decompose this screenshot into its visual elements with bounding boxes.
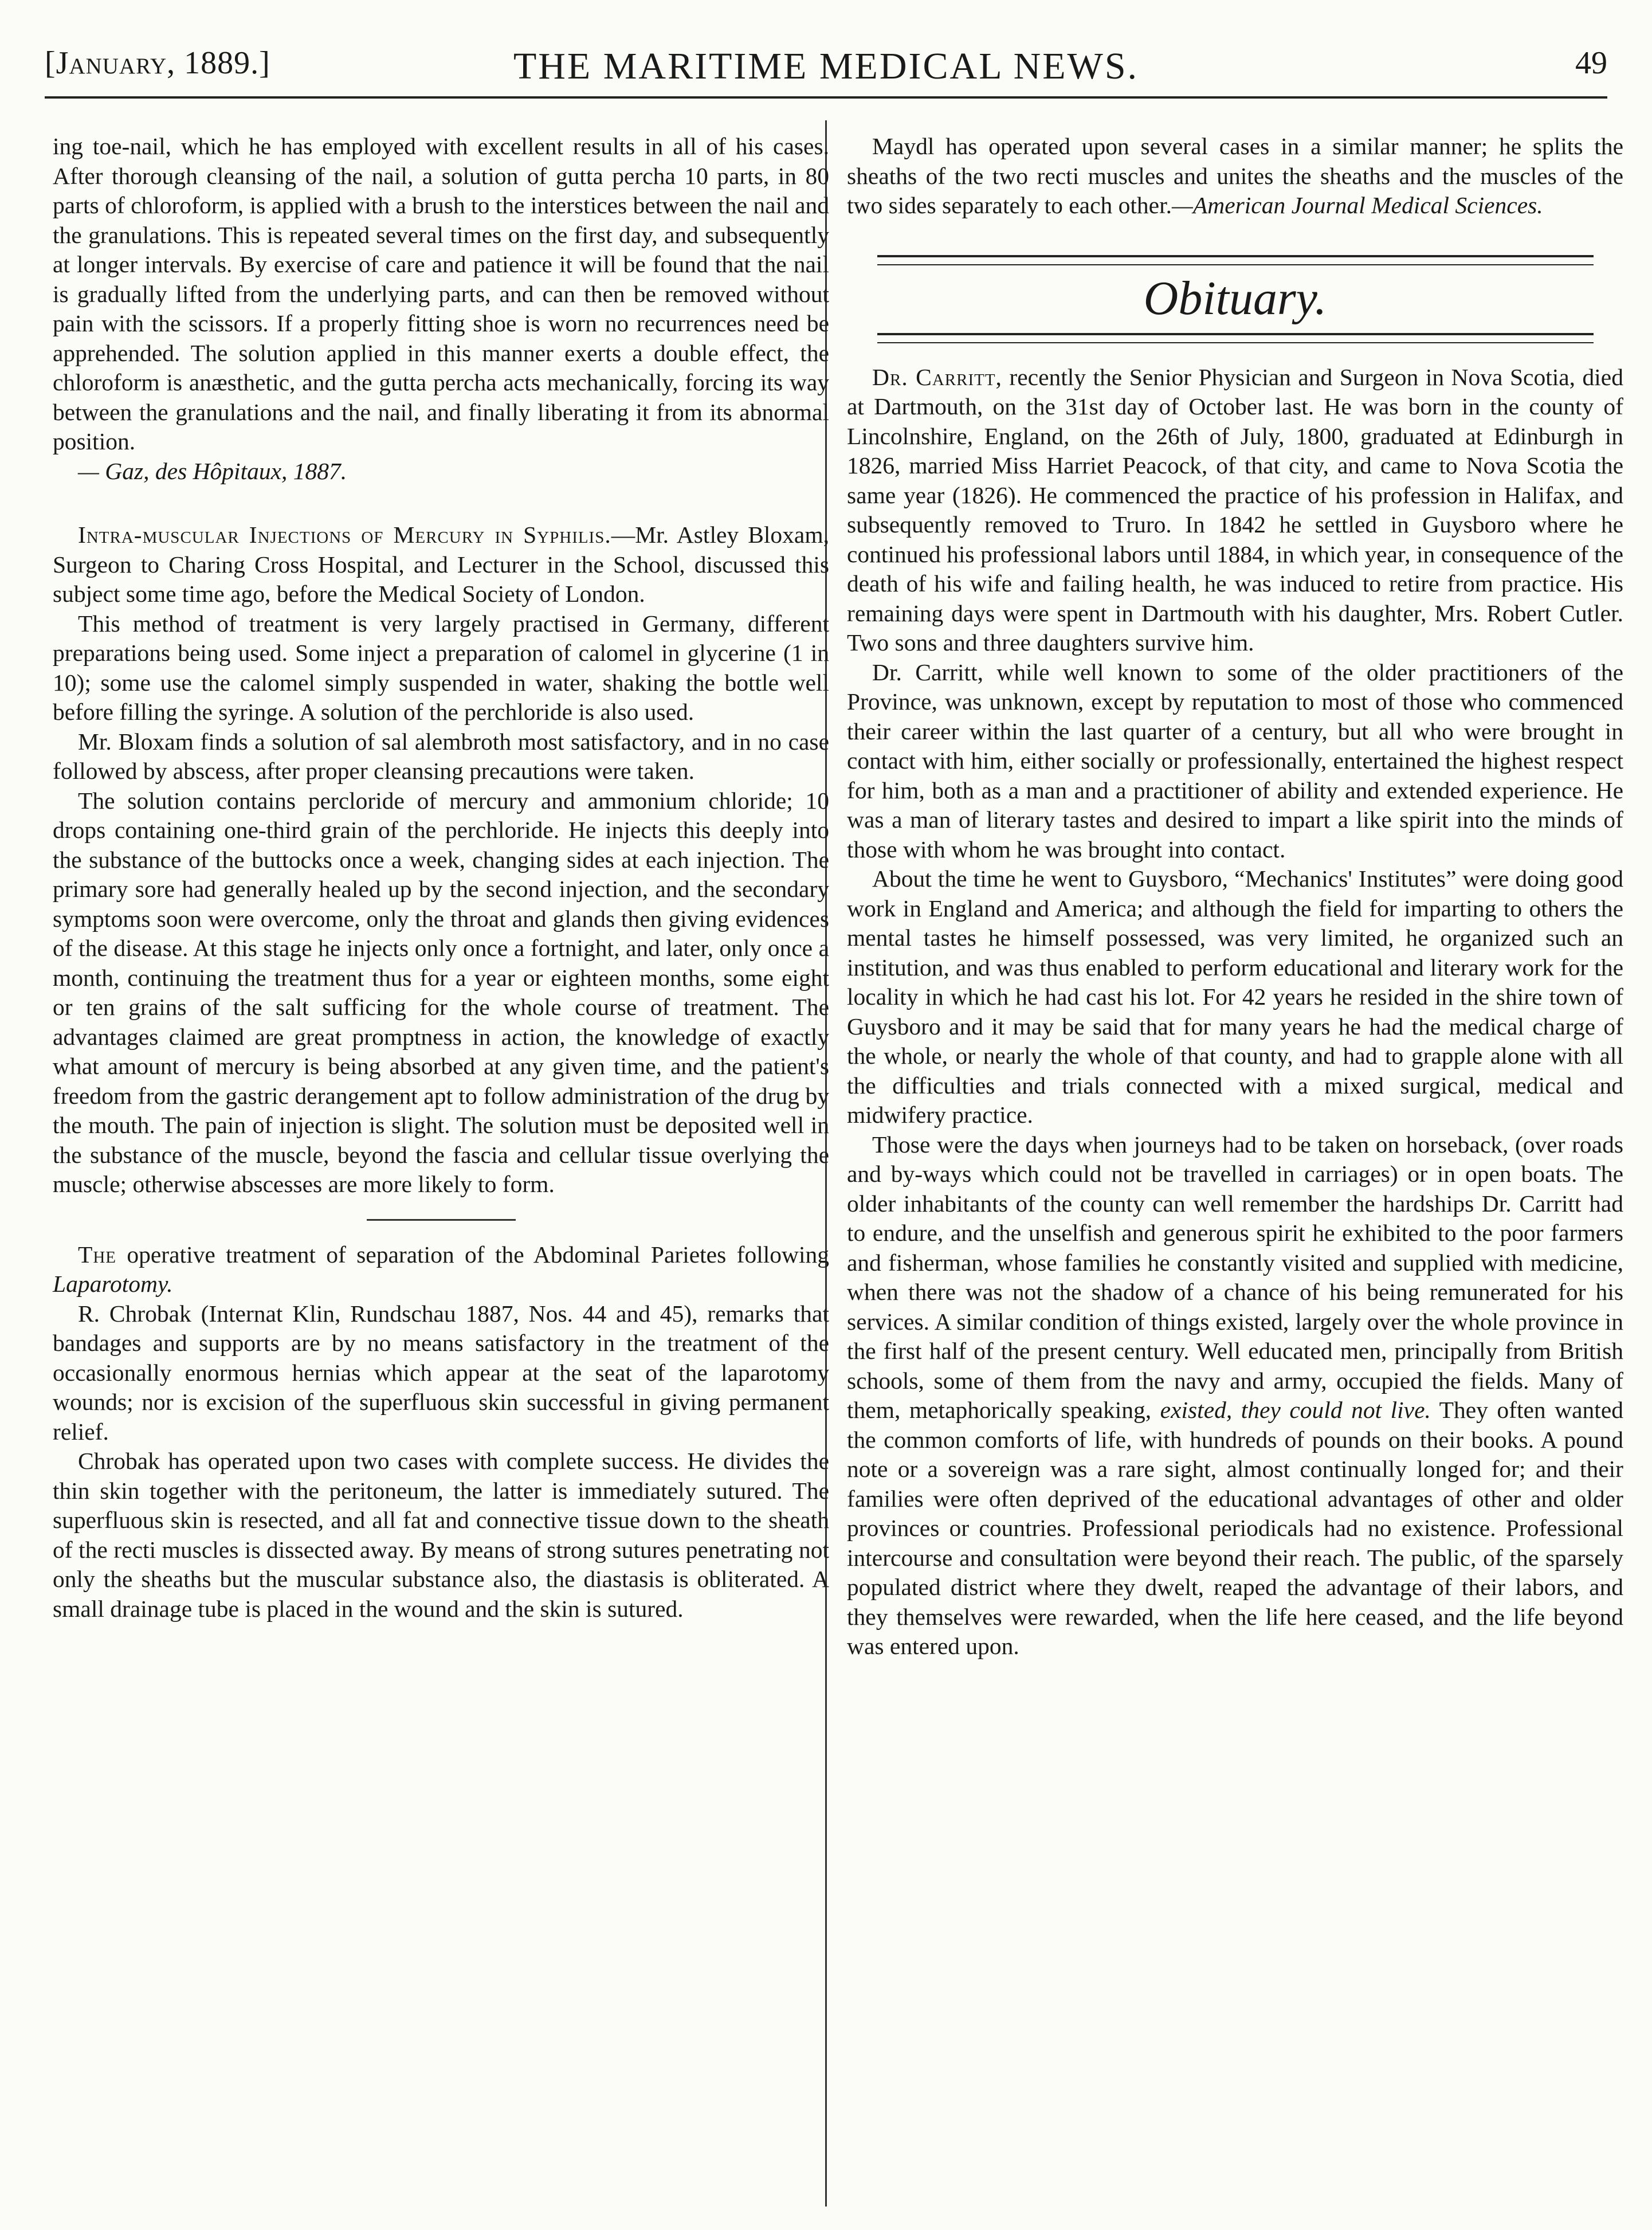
section-intro: —Mr. Astley Bloxam, Surgeon to Charing Cross Hospital, and Lecturer in the School, discussed this subject some time ago, before the Medical Society of London. bbox=[53, 522, 829, 607]
paragraph-text: operative treatment of separation of the Abdominal Parietes following bbox=[116, 1241, 829, 1268]
article-paragraph: This method of treatment is very largely practised in Germany, different preparations being used. Some inject a preparation of calomel in glycerine (1 in 10); some use the calomel simply suspended in water, shaking the bottle well before filling the syringe. A solution of the perchloride is also used. bbox=[53, 610, 829, 725]
paragraph-text: recently the Senior Physician and Surgeon in Nova Scotia, died at Dartmouth, on the 31st day of October last. He was born in the county of Lincolnshire, England, on the 26th of July, 1800, graduated at Edinburgh in 1826, married Miss Harriet Peacock, of that city, and came to Nova Scotia the same year (1826). He commenced the practice of his profession in Halifax, and subsequently removed to Truro. In 1842 he settled in Guysboro where he continued his professional labors until 1884, in which year, in consequence of the death of his wife and failing health, he was induced to retire from practice. His remaining days were spent in Dartmouth with his daughter, Mrs. Robert Cutler. Two sons and three daughters survive him. bbox=[847, 363, 1623, 656]
paragraph-text: They often wanted the common comforts of life, with hundreds of pounds on their books. A pound note or a sovereign was a rare sight, almost continually longed for; and their families were often deprived of the educational advantages of other and older provinces or countries. Professional periodicals had no existence. Professional intercourse and consultation were beyond their reach. The public, of the sparsely populated district where they dwelt, reaped the advantage of their labors, and they themselves were rewarded, when the life here ceased, and the life beyond was entered upon. bbox=[847, 1397, 1623, 1659]
header-date: [January, 1889.] bbox=[45, 45, 270, 81]
article-paragraph: About the time he went to Guysboro, “Mechanics' Institutes” were doing good work in England and America; and although the field for imparting to others the mental tastes he himself possessed, was very limited, he organized such an institution, and was thus enabled to perform educational and literary work for the locality in which he had cast his lot. For 42 years he resided in the shire town of Guysboro and it may be said that for many years he had the medical charge of the whole, or nearly the whole of that county, and had to grapple alone with all the difficulties and trials connected with a mixed surgical, medical and midwifery practice. bbox=[847, 865, 1623, 1128]
article-paragraph: R. Chrobak (Internat Klin, Rundschau 1887, Nos. 44 and 45), remarks that bandages and supports are by no means satisfactory in the treatment of the occasionally enormous hernias which appear at the seat of the laparotomy wounds; nor is excision of the superfluous skin successful in giving permanent relief. bbox=[53, 1300, 829, 1445]
article-paragraph bbox=[847, 363, 1623, 658]
page-number: 49 bbox=[1575, 45, 1607, 81]
lead-word: The bbox=[78, 1241, 117, 1268]
article-paragraph bbox=[847, 132, 1623, 221]
italic-term: Laparotomy. bbox=[53, 1271, 173, 1297]
article-paragraph: Dr. Carritt, while well known to some of the older practitioners of the Province, was unknown, except by reputation to most of those who commenced their career within the last quarter of a century, but all who were brought in contact with him, either socially or professionally, entertained the highest respect for him, both as a man and a practitioner of ability and extended experience. He was a man of literary tastes and desired to impart a like spirit into the minds of those with whom he was brought into contact. bbox=[847, 659, 1623, 863]
article-paragraph bbox=[847, 1130, 1623, 1661]
article-source: — Gaz, des Hôpitaux, 1887. bbox=[78, 457, 347, 484]
article-paragraph: The solution contains percloride of mercury and ammonium chloride; 10 drops containing one-third grain of the perchloride. He injects this deeply into the substance of the buttocks once a week, changing sides at each injection. The primary sore had generally healed up by the second injection, and the secondary symptoms soon were overcome, only the throat and glands then giving evidences of the disease. At this stage he injects only once a fortnight, and later, only once a month, continuing the treatment thus for a year or eighteen months, some eight or ten grains of the salt sufficing for the whole course of treatment. The advantages claimed are great promptness in action, the knowledge of exactly what amount of mercury is being absorbed at any given time, and the patient's freedom from the gastric derangement apt to follow administration of the drug by the mouth. The pain of injection is slight. The solution must be deposited well in the substance of the muscle, beyond the fascia and cellular tissue overlying the muscle; otherwise abscesses are more likely to form. bbox=[53, 787, 829, 1197]
running-header bbox=[45, 45, 1607, 99]
article-paragraph: Chrobak has operated upon two cases with complete success. He divides the thin skin together with the peritoneum, the latter is immediately sutured. The superfluous skin is resected, and all fat and connective tissue down to the sheath of the recti muscles is dissected away. By means of strong sutures penetrating not only the sheaths but the muscular substance also, the diastasis is obliterated. A small drainage tube is placed in the wound and the skin is sutured. bbox=[53, 1448, 829, 1622]
article-paragraph bbox=[53, 520, 829, 609]
italic-phrase: existed, they could not live. bbox=[1160, 1397, 1431, 1423]
left-column bbox=[53, 132, 829, 1624]
paragraph-text: Maydl has operated upon several cases in a similar manner; he splits the sheaths of the two recti muscles and unites the sheaths and the muscles of the two sides separately to each other. bbox=[847, 133, 1623, 218]
paragraph-text: Those were the days when journeys had to be taken on horseback, (over roads and by-ways which could not be travelled in carriages) or in open boats. The older inhabitants of the county can well remember the hardships Dr. Carritt had to endure, and the unselfish and generous spirit he exhibited to the poor farmers and fisherman, whose families he constantly visited and supplied with medicine, when there was not the shadow of a chance of his being remunerated for his services. A similar condition of things existed, largely over the whole province in the first half of the present century. Well educated men, principally from British schools, some of them from the navy and army, occupied the fields. Many of them, metaphorically speaking, bbox=[847, 1131, 1623, 1423]
section-rule bbox=[877, 333, 1594, 343]
obituary-heading: Obituary. bbox=[1143, 271, 1327, 325]
journal-title: THE MARITIME MEDICAL NEWS. bbox=[513, 45, 1139, 87]
article-paragraph: ing toe-nail, which he has employed with excellent results in all of his cases. After thorough cleansing of the nail, a solution of gutta percha 10 parts, in 80 parts of chloroform, is applied with a brush to the interstices between the nail and the granulations. This is repeated several times on the first day, and subsequently at longer intervals. By exercise of care and patience it will be found that the nail is gradually lifted from the underlying parts, and can then be removed without pain with the scissors. If a properly fitting shoe is worn no recurrences need be apprehended. The solution applied in this manner exerts a double effect, the chloroform is anæsthetic, and the gutta percha acts mechanically, forcing its way between the granulations and the nail, and finally liberating it from its abnormal position. bbox=[53, 133, 829, 454]
right-column bbox=[847, 132, 1623, 1661]
article-source: —American Journal Medical Sciences. bbox=[1171, 192, 1543, 218]
article-paragraph bbox=[53, 1240, 829, 1299]
lead-name: Dr. Carritt, bbox=[872, 363, 1002, 390]
section-rule bbox=[877, 255, 1594, 265]
article-paragraph: Mr. Bloxam finds a solution of sal alembroth most satisfactory, and in no case followed by abscess, after proper cleansing precautions were taken. bbox=[53, 728, 829, 784]
section-title: Intra-muscular Injections of Mercury in Syphilis. bbox=[78, 522, 611, 548]
